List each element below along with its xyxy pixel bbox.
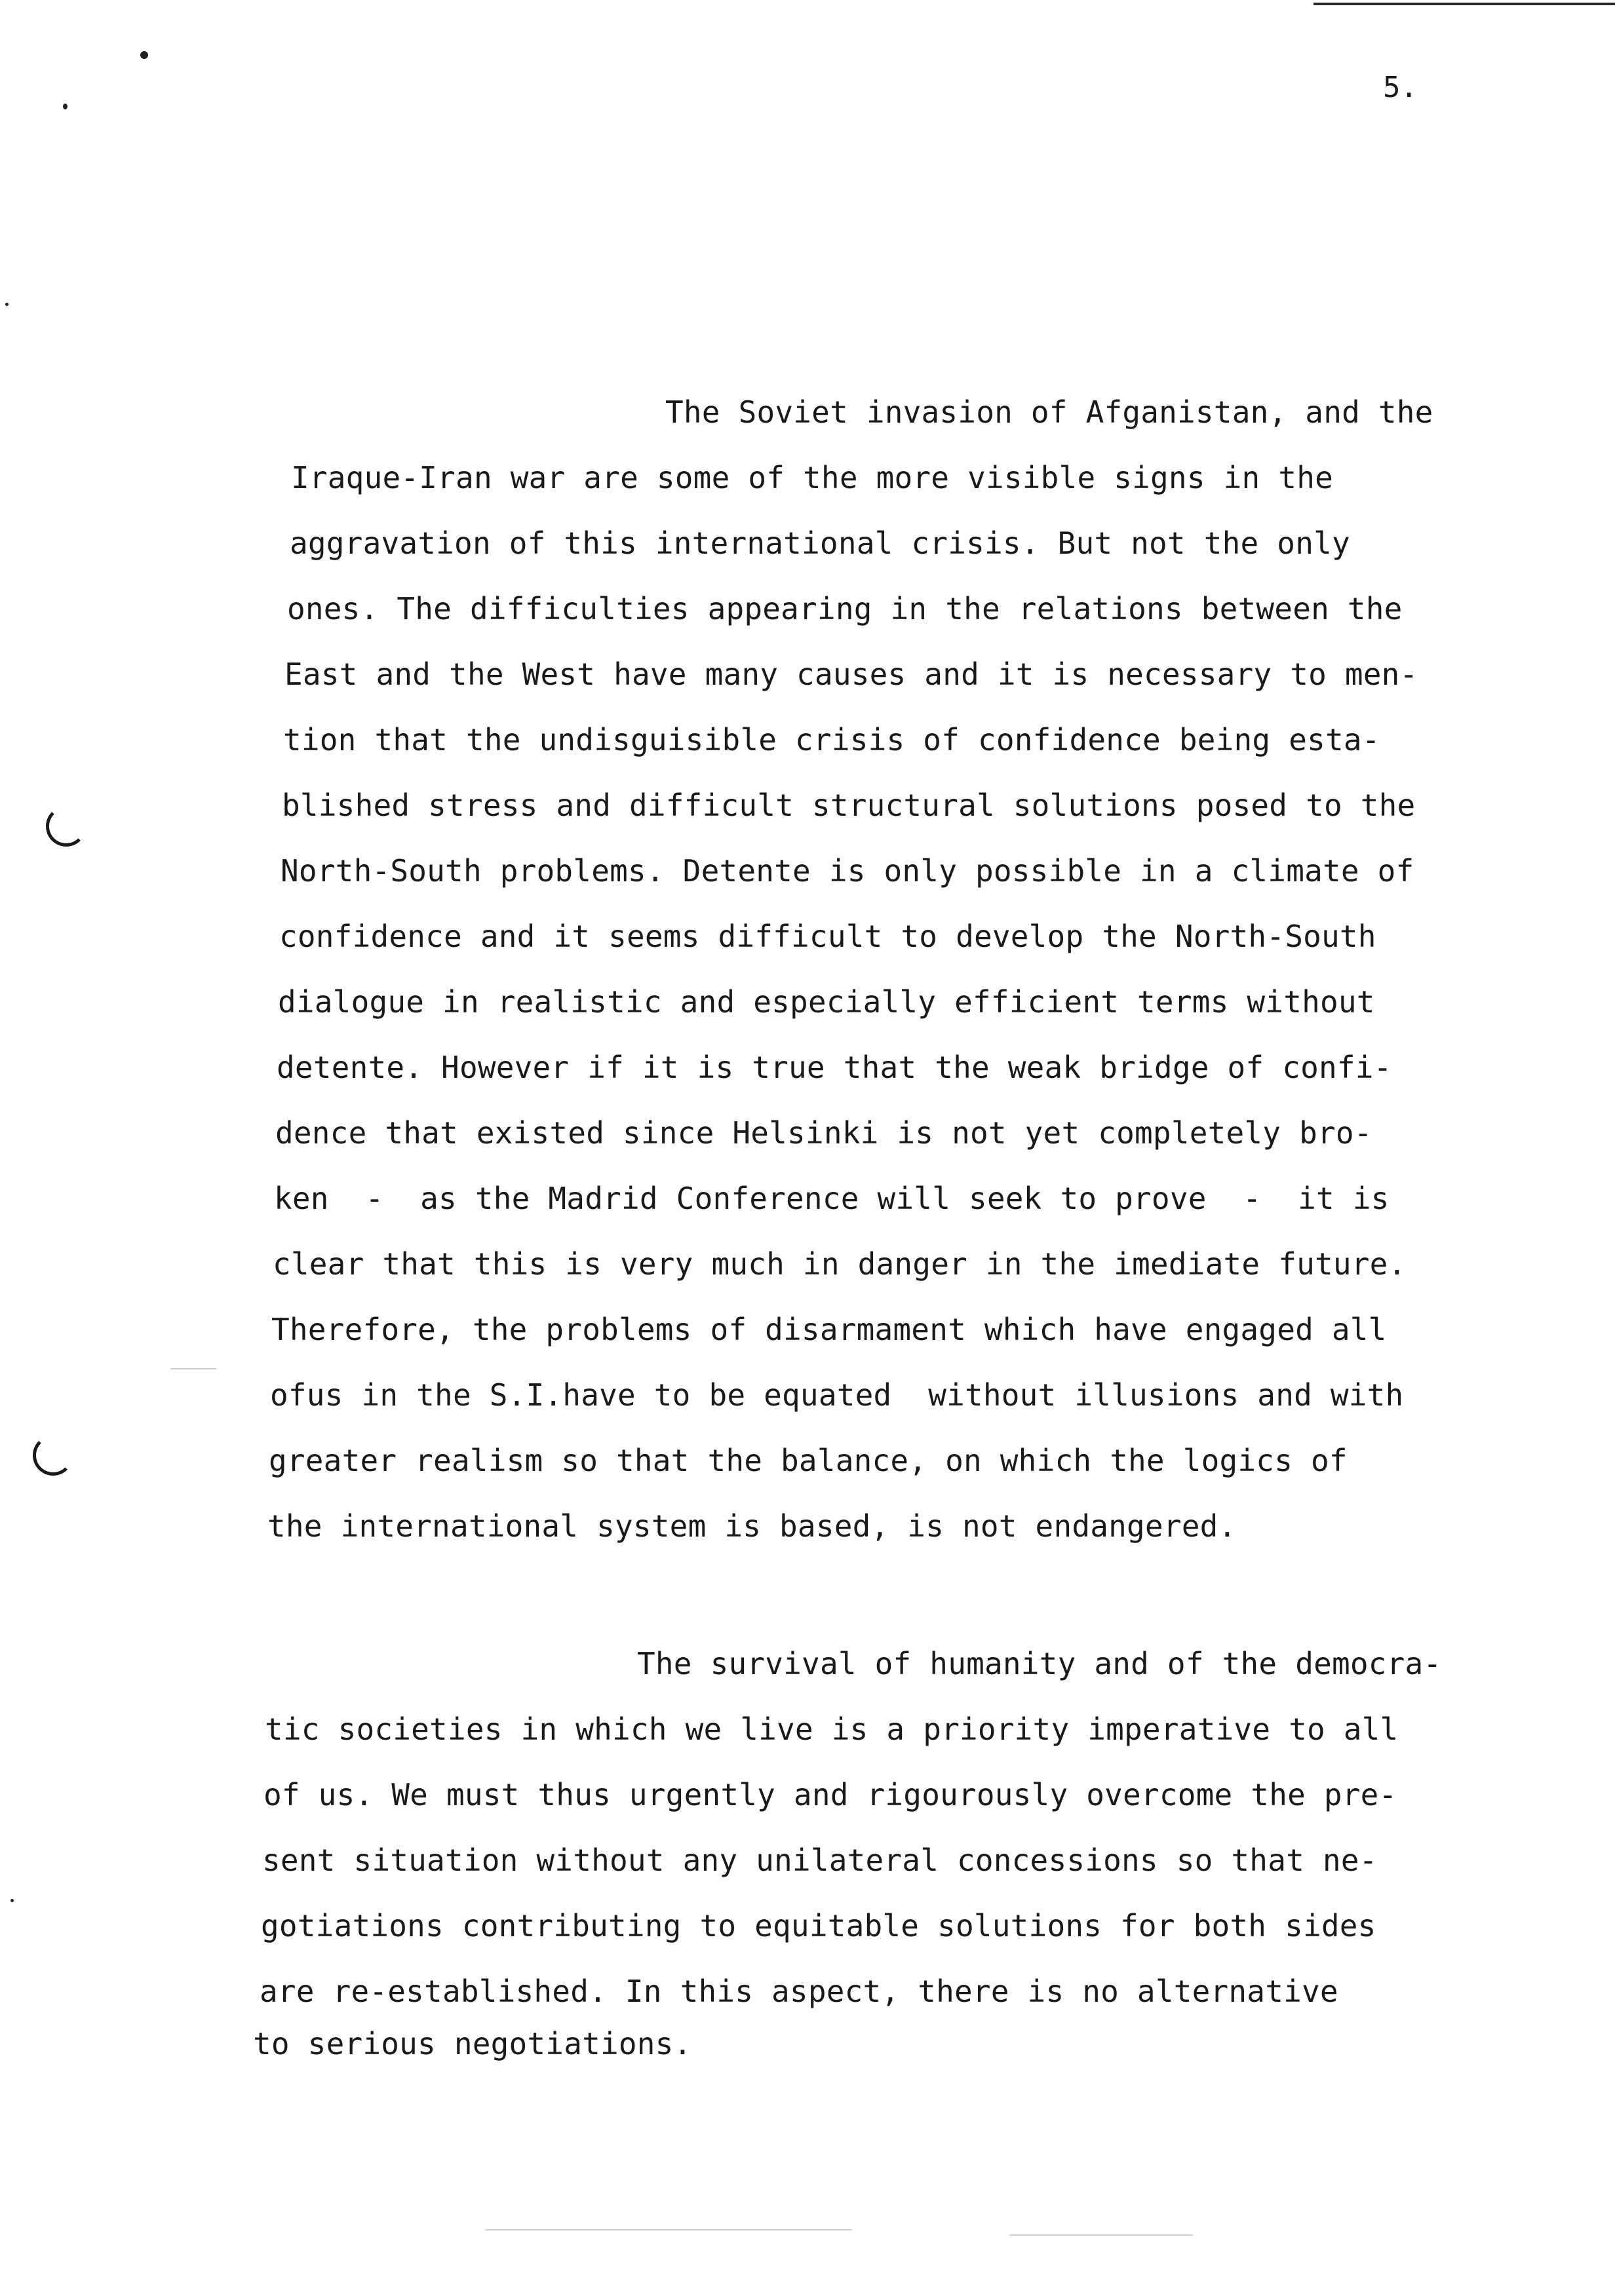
text-line: Iraque-Iran war are some of the more visible signs in the <box>291 460 1333 495</box>
text-line: dialogue in realistic and especially efficient terms without <box>278 984 1375 1020</box>
text-line: ofus in the S.I.have to be equated without illusions and with <box>270 1377 1404 1413</box>
text-line: gotiations contributing to equitable solutions for both sides <box>261 1908 1376 1943</box>
text-line: are re-established. In this aspect, there is no alternative <box>260 1974 1338 2009</box>
faint-scan-line <box>1009 2234 1193 2236</box>
scan-dot <box>10 1899 14 1902</box>
punch-hole-mark-lower <box>33 1435 73 1476</box>
faint-scan-line <box>170 1368 216 1369</box>
faint-scan-line <box>485 2229 852 2230</box>
text-line: tion that the undisguisible crisis of confidence being esta- <box>283 722 1380 757</box>
text-line: East and the West have many causes and it is necessary to men- <box>284 657 1418 692</box>
text-line: sent situation without any unilateral concessions so that ne- <box>262 1843 1378 1878</box>
scan-dot <box>140 51 148 59</box>
text-line: the international system is based, is not endangered. <box>267 1508 1237 1544</box>
text-line: ones. The difficulties appearing in the relations between the <box>287 591 1403 626</box>
text-line: The Soviet invasion of Afganistan, and the <box>665 394 1433 430</box>
scan-dot <box>5 303 9 306</box>
punch-hole-mark-upper <box>46 806 87 847</box>
text-line: detente. However if it is true that the weak bridge of confi- <box>277 1050 1392 1085</box>
text-line: of us. We must thus urgently and rigourously overcome the pre- <box>263 1777 1397 1812</box>
top-edge-rule <box>1313 3 1615 5</box>
text-line: to serious negotiations. <box>253 2026 692 2061</box>
text-line: dence that existed since Helsinki is not yet completely bro- <box>275 1115 1372 1151</box>
text-line: tic societies in which we live is a priority imperative to all <box>265 1712 1399 1747</box>
text-line: clear that this is very much in danger in the imediate future. <box>273 1246 1407 1282</box>
text-line: aggravation of this international crisis. But not the only <box>290 526 1350 561</box>
text-line: blished stress and difficult structural solutions posed to the <box>282 788 1416 823</box>
text-line: confidence and it seems difficult to develop the North-South <box>279 919 1376 954</box>
text-line: ken - as the Madrid Conference will seek to prove - it is <box>274 1181 1390 1216</box>
text-line: The survival of humanity and of the democra- <box>637 1646 1442 1681</box>
scan-dot <box>63 104 68 109</box>
text-line: North-South problems. Detente is only possible in a climate of <box>281 853 1414 889</box>
text-line: Therefore, the problems of disarmament which have engaged all <box>271 1312 1387 1347</box>
page-number: 5. <box>1383 71 1418 104</box>
text-line: greater realism so that the balance, on which the logics of <box>269 1443 1348 1478</box>
